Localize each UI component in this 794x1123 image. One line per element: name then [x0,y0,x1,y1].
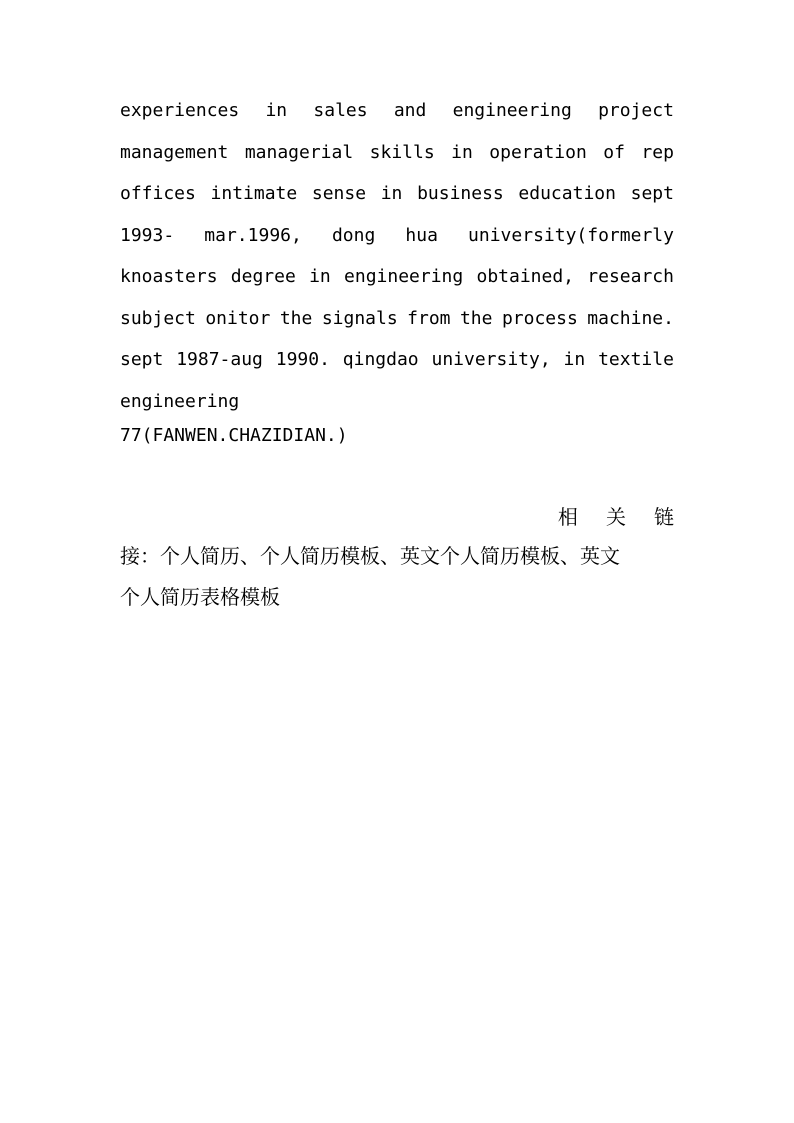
word: from [407,307,451,329]
paragraph-line [120,132,674,174]
word: textile [598,349,674,370]
paragraph-line [120,339,674,381]
word: in [380,183,403,204]
word: sept [120,349,164,370]
word: university, [431,349,551,370]
paragraph-line [120,173,674,215]
word: operation [489,141,587,163]
word: offices [120,183,196,204]
document-page [120,90,682,618]
body-paragraph [120,90,674,381]
paragraph-line [120,90,674,132]
word: rep [641,141,674,163]
source-line: 77(FANWEN.CHAZIDIAN.) [120,425,348,446]
word: degree [230,266,296,287]
paragraph-line [120,256,674,298]
word: the [459,307,493,329]
word: in [451,141,473,163]
word: sales [313,100,368,121]
related-links-line-1: 接：个人简历、个人简历模板、英文个人简历模板、英文 [120,544,620,568]
word: obtained, [476,266,575,287]
word: of [603,141,625,163]
word: engineering [344,266,464,287]
word: management [120,141,229,163]
word: university(formerly [468,224,674,246]
related-links-heading: 相 关 链 [557,505,682,529]
word: managerial [244,141,354,163]
word: knoasters [120,266,218,287]
word: education [518,183,616,204]
word: dong [331,224,376,246]
word: qingdao [342,349,419,370]
word: business [417,183,504,204]
paragraph-last-line: engineering [120,390,240,412]
word: skills [369,141,435,163]
word: in [563,349,586,370]
word: 1990. [275,349,330,370]
word: process [501,307,578,329]
word: mar.1996, [204,224,302,246]
word: research [587,266,674,287]
spacer [120,450,674,498]
related-links-line-2: 个人简历表格模板 [120,585,280,609]
word: the [279,307,313,329]
word: experiences [120,100,240,121]
paragraph-line [120,298,674,340]
word: subject [120,307,196,329]
word: in [265,100,288,121]
word: hua [405,224,438,246]
word: project [598,100,674,121]
word: 1993- [120,224,175,246]
word: machine. [587,307,674,329]
word: sept [630,183,674,204]
paragraph-line [120,215,674,257]
word: in [309,266,331,287]
word: sense [311,183,367,204]
word: 1987-aug [176,349,263,370]
word: and [393,100,427,121]
word: engineering [452,100,572,121]
word: signals [321,307,398,329]
word: onitor [205,307,271,329]
word: intimate [210,183,298,204]
